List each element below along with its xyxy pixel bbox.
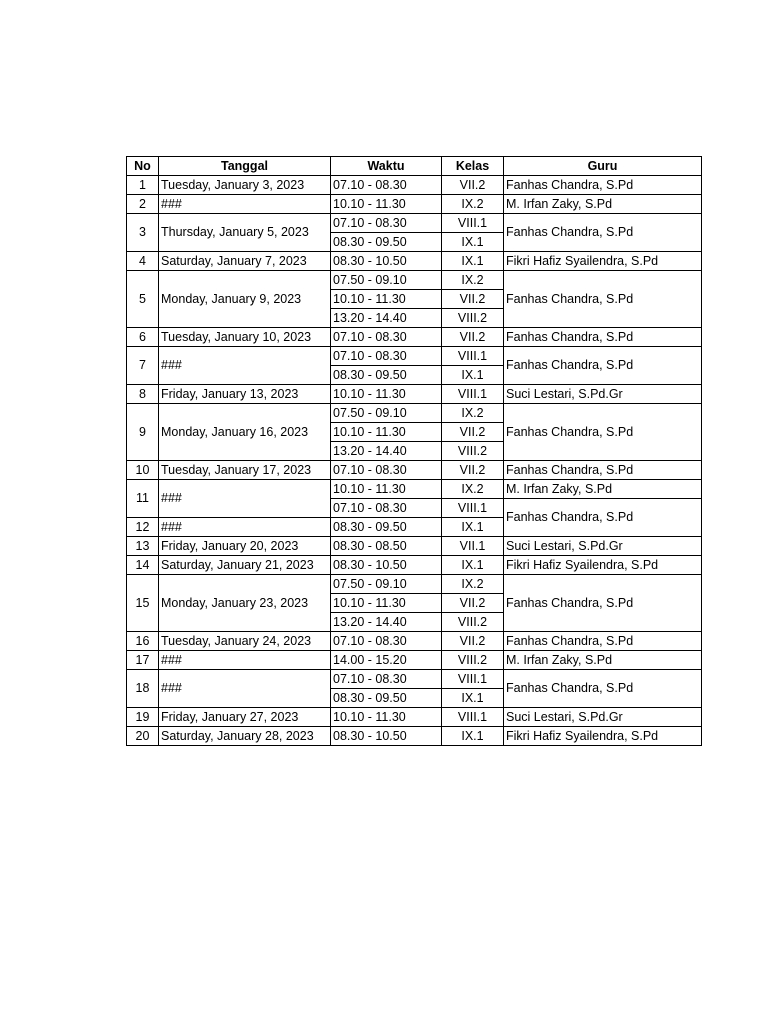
cell-waktu: 10.10 - 11.30	[331, 423, 442, 442]
header-waktu: Waktu	[331, 157, 442, 176]
cell-waktu: 10.10 - 11.30	[331, 290, 442, 309]
cell-kelas: VIII.2	[442, 309, 504, 328]
cell-guru: Fanhas Chandra, S.Pd	[504, 347, 702, 385]
cell-waktu: 08.30 - 09.50	[331, 689, 442, 708]
cell-guru: Fikri Hafiz Syailendra, S.Pd	[504, 556, 702, 575]
cell-tanggal: ###	[159, 651, 331, 670]
cell-guru: M. Irfan Zaky, S.Pd	[504, 651, 702, 670]
cell-kelas: IX.1	[442, 727, 504, 746]
cell-waktu: 10.10 - 11.30	[331, 708, 442, 727]
cell-no: 1	[127, 176, 159, 195]
cell-kelas: IX.1	[442, 689, 504, 708]
cell-guru: Suci Lestari, S.Pd.Gr	[504, 537, 702, 556]
schedule-table	[126, 156, 702, 746]
cell-waktu: 08.30 - 09.50	[331, 518, 442, 537]
table-row	[127, 632, 702, 651]
cell-kelas: VIII.1	[442, 670, 504, 689]
cell-waktu: 07.10 - 08.30	[331, 461, 442, 480]
cell-guru: Fanhas Chandra, S.Pd	[504, 214, 702, 252]
table-row	[127, 195, 702, 214]
cell-waktu: 08.30 - 10.50	[331, 727, 442, 746]
cell-tanggal: Saturday, January 28, 2023	[159, 727, 331, 746]
cell-guru: Fanhas Chandra, S.Pd	[504, 271, 702, 328]
cell-tanggal: Friday, January 27, 2023	[159, 708, 331, 727]
cell-no: 8	[127, 385, 159, 404]
cell-waktu: 08.30 - 09.50	[331, 366, 442, 385]
cell-waktu: 08.30 - 09.50	[331, 233, 442, 252]
cell-tanggal: Tuesday, January 17, 2023	[159, 461, 331, 480]
cell-kelas: VII.2	[442, 176, 504, 195]
table-row	[127, 708, 702, 727]
cell-kelas: VII.2	[442, 328, 504, 347]
cell-guru: Fanhas Chandra, S.Pd	[504, 499, 702, 537]
table-row	[127, 176, 702, 195]
cell-kelas: VII.2	[442, 594, 504, 613]
cell-no: 18	[127, 670, 159, 708]
cell-kelas: VIII.1	[442, 385, 504, 404]
cell-guru: Fanhas Chandra, S.Pd	[504, 632, 702, 651]
cell-kelas: IX.2	[442, 271, 504, 290]
table-row	[127, 461, 702, 480]
cell-kelas: VII.2	[442, 423, 504, 442]
cell-no: 20	[127, 727, 159, 746]
cell-guru: Fanhas Chandra, S.Pd	[504, 404, 702, 461]
table-row	[127, 252, 702, 271]
cell-kelas: IX.2	[442, 480, 504, 499]
cell-guru: M. Irfan Zaky, S.Pd	[504, 480, 702, 499]
cell-no: 13	[127, 537, 159, 556]
cell-tanggal: Saturday, January 21, 2023	[159, 556, 331, 575]
cell-kelas: VIII.2	[442, 613, 504, 632]
table-row	[127, 670, 702, 689]
cell-tanggal: ###	[159, 480, 331, 518]
cell-no: 4	[127, 252, 159, 271]
cell-waktu: 08.30 - 10.50	[331, 556, 442, 575]
cell-waktu: 07.50 - 09.10	[331, 404, 442, 423]
table-row	[127, 651, 702, 670]
header-kelas: Kelas	[442, 157, 504, 176]
cell-waktu: 10.10 - 11.30	[331, 385, 442, 404]
table-row	[127, 404, 702, 423]
cell-waktu: 07.10 - 08.30	[331, 632, 442, 651]
schedule-body	[127, 176, 702, 746]
cell-tanggal: Thursday, January 5, 2023	[159, 214, 331, 252]
cell-tanggal: Tuesday, January 24, 2023	[159, 632, 331, 651]
cell-tanggal: Monday, January 9, 2023	[159, 271, 331, 328]
cell-no: 7	[127, 347, 159, 385]
header-tanggal: Tanggal	[159, 157, 331, 176]
cell-guru: Fanhas Chandra, S.Pd	[504, 176, 702, 195]
cell-kelas: IX.1	[442, 518, 504, 537]
cell-waktu: 13.20 - 14.40	[331, 442, 442, 461]
cell-tanggal: Tuesday, January 10, 2023	[159, 328, 331, 347]
cell-kelas: VII.2	[442, 632, 504, 651]
cell-waktu: 07.10 - 08.30	[331, 499, 442, 518]
cell-waktu: 10.10 - 11.30	[331, 480, 442, 499]
cell-kelas: IX.1	[442, 366, 504, 385]
table-row	[127, 727, 702, 746]
cell-no: 2	[127, 195, 159, 214]
table-row	[127, 271, 702, 290]
cell-guru: M. Irfan Zaky, S.Pd	[504, 195, 702, 214]
cell-waktu: 13.20 - 14.40	[331, 309, 442, 328]
cell-tanggal: ###	[159, 518, 331, 537]
cell-waktu: 14.00 - 15.20	[331, 651, 442, 670]
cell-waktu: 07.50 - 09.10	[331, 575, 442, 594]
cell-waktu: 07.10 - 08.30	[331, 670, 442, 689]
header-row	[127, 157, 702, 176]
cell-kelas: IX.1	[442, 233, 504, 252]
cell-kelas: VIII.1	[442, 708, 504, 727]
cell-no: 19	[127, 708, 159, 727]
cell-no: 5	[127, 271, 159, 328]
header-guru: Guru	[504, 157, 702, 176]
table-row	[127, 537, 702, 556]
cell-guru: Fanhas Chandra, S.Pd	[504, 328, 702, 347]
header-no: No	[127, 157, 159, 176]
cell-tanggal: Tuesday, January 3, 2023	[159, 176, 331, 195]
cell-waktu: 07.10 - 08.30	[331, 176, 442, 195]
cell-kelas: IX.1	[442, 252, 504, 271]
cell-no: 3	[127, 214, 159, 252]
cell-tanggal: ###	[159, 670, 331, 708]
cell-kelas: VIII.2	[442, 651, 504, 670]
cell-waktu: 08.30 - 08.50	[331, 537, 442, 556]
table-row	[127, 385, 702, 404]
cell-no: 11	[127, 480, 159, 518]
cell-waktu: 13.20 - 14.40	[331, 613, 442, 632]
cell-no: 9	[127, 404, 159, 461]
cell-tanggal: ###	[159, 347, 331, 385]
cell-waktu: 07.10 - 08.30	[331, 328, 442, 347]
cell-tanggal: ###	[159, 195, 331, 214]
table-row	[127, 328, 702, 347]
cell-tanggal: Friday, January 20, 2023	[159, 537, 331, 556]
cell-kelas: VIII.1	[442, 347, 504, 366]
cell-kelas: IX.2	[442, 575, 504, 594]
cell-guru: Fikri Hafiz Syailendra, S.Pd	[504, 252, 702, 271]
cell-tanggal: Monday, January 23, 2023	[159, 575, 331, 632]
cell-guru: Fikri Hafiz Syailendra, S.Pd	[504, 727, 702, 746]
cell-guru: Fanhas Chandra, S.Pd	[504, 461, 702, 480]
cell-kelas: VIII.1	[442, 499, 504, 518]
table-row	[127, 480, 702, 499]
cell-kelas: VII.2	[442, 290, 504, 309]
cell-kelas: IX.2	[442, 404, 504, 423]
cell-waktu: 10.10 - 11.30	[331, 195, 442, 214]
cell-waktu: 07.10 - 08.30	[331, 214, 442, 233]
cell-waktu: 07.50 - 09.10	[331, 271, 442, 290]
cell-no: 15	[127, 575, 159, 632]
cell-guru: Suci Lestari, S.Pd.Gr	[504, 385, 702, 404]
cell-guru: Suci Lestari, S.Pd.Gr	[504, 708, 702, 727]
cell-guru: Fanhas Chandra, S.Pd	[504, 670, 702, 708]
cell-no: 16	[127, 632, 159, 651]
cell-waktu: 10.10 - 11.30	[331, 594, 442, 613]
table-row	[127, 575, 702, 594]
cell-no: 14	[127, 556, 159, 575]
cell-kelas: IX.1	[442, 556, 504, 575]
cell-kelas: VII.2	[442, 461, 504, 480]
cell-kelas: VIII.1	[442, 214, 504, 233]
cell-waktu: 07.10 - 08.30	[331, 347, 442, 366]
table-row	[127, 556, 702, 575]
cell-tanggal: Saturday, January 7, 2023	[159, 252, 331, 271]
cell-no: 10	[127, 461, 159, 480]
cell-kelas: VIII.2	[442, 442, 504, 461]
table-row	[127, 214, 702, 233]
cell-kelas: IX.2	[442, 195, 504, 214]
cell-waktu: 08.30 - 10.50	[331, 252, 442, 271]
cell-kelas: VII.1	[442, 537, 504, 556]
cell-tanggal: Friday, January 13, 2023	[159, 385, 331, 404]
cell-no: 6	[127, 328, 159, 347]
cell-tanggal: Monday, January 16, 2023	[159, 404, 331, 461]
table-row	[127, 347, 702, 366]
cell-no: 17	[127, 651, 159, 670]
cell-guru: Fanhas Chandra, S.Pd	[504, 575, 702, 632]
cell-no: 12	[127, 518, 159, 537]
